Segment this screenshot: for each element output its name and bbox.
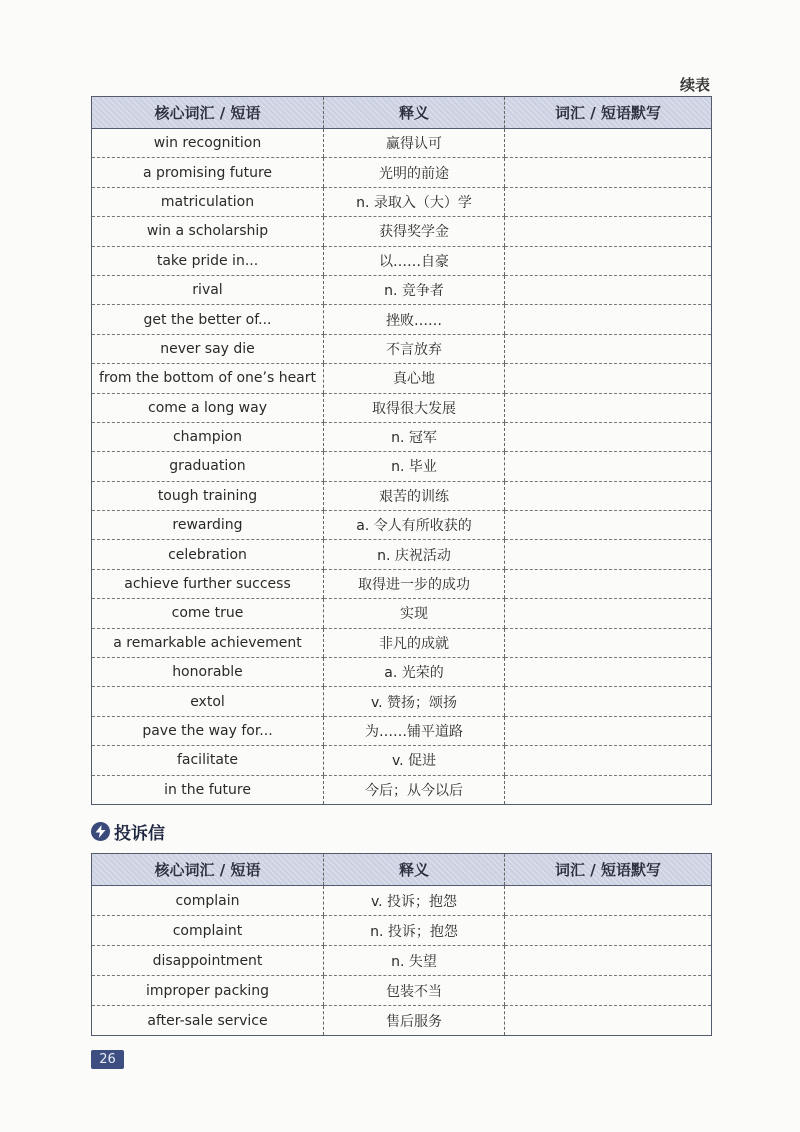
vocab-meaning: n. 庆祝活动 (324, 540, 505, 569)
vocab-meaning: 今后；从今以后 (324, 775, 505, 804)
dictation-blank[interactable] (505, 658, 712, 687)
vocab-term: matriculation (92, 187, 324, 216)
vocab-term: a remarkable achievement (92, 628, 324, 657)
dictation-blank[interactable] (505, 158, 712, 187)
table-row (92, 364, 712, 393)
vocab-term: in the future (164, 781, 251, 798)
vocab-meaning: v. 促进 (324, 746, 505, 775)
table-row (92, 217, 712, 246)
table-row (92, 746, 712, 775)
vocab-term: after-sale service (147, 1012, 268, 1029)
vocab-term: achieve further success (92, 569, 324, 598)
vocab-meaning: 不言放弃 (324, 334, 505, 363)
dictation-blank[interactable] (505, 716, 712, 745)
dictation-blank[interactable] (505, 886, 712, 916)
vocab-meaning: 艰苦的训练 (324, 481, 505, 510)
table-row (92, 916, 712, 946)
dictation-blank[interactable] (505, 305, 712, 334)
vocab-term: come true (92, 599, 324, 628)
vocab-term: rival (92, 275, 324, 304)
header-core-vocab: 核心词汇 / 短语 (92, 854, 324, 886)
vocab-meaning: n. 冠军 (324, 422, 505, 451)
dictation-blank[interactable] (505, 217, 712, 246)
dictation-blank[interactable] (505, 916, 712, 946)
dictation-blank[interactable] (505, 246, 712, 275)
header-meaning: 释义 (324, 854, 505, 886)
vocab-meaning: 挫败…… (324, 305, 505, 334)
dictation-blank[interactable] (505, 540, 712, 569)
dictation-blank[interactable] (505, 187, 712, 216)
table-row (92, 976, 712, 1006)
vocab-term: rewarding (92, 511, 324, 540)
table-row (92, 511, 712, 540)
vocab-meaning: n. 投诉；抱怨 (324, 916, 505, 946)
vocab-meaning: 光明的前途 (324, 158, 505, 187)
table-row (92, 187, 712, 216)
table-row (92, 246, 712, 275)
vocab-meaning: a. 光荣的 (324, 658, 505, 687)
dictation-blank[interactable] (505, 687, 712, 716)
vocab-term: disappointment (92, 946, 324, 976)
dictation-blank[interactable] (505, 946, 712, 976)
table-row (92, 599, 712, 628)
table-row (92, 775, 712, 804)
table-row (92, 129, 712, 158)
table-header-row (92, 97, 712, 129)
vocab-meaning: 以……自豪 (324, 246, 505, 275)
vocab-term: pave the way for... (92, 716, 324, 745)
table-header-row (92, 854, 712, 886)
header-core-vocab: 核心词汇 / 短语 (92, 97, 324, 129)
table-row (92, 687, 712, 716)
vocab-term: complaint (92, 916, 324, 946)
table-row (92, 540, 712, 569)
table-row (92, 422, 712, 451)
vocab-meaning: 实现 (324, 599, 505, 628)
vocab-meaning: n. 毕业 (324, 452, 505, 481)
vocab-term: come a long way (92, 393, 324, 422)
dictation-blank[interactable] (505, 775, 712, 804)
vocab-meaning: v. 投诉；抱怨 (324, 886, 505, 916)
table-row (92, 305, 712, 334)
dictation-blank[interactable] (505, 976, 712, 1006)
vocab-meaning: a. 令人有所收获的 (324, 511, 505, 540)
dictation-blank[interactable] (505, 364, 712, 393)
table-row (92, 275, 712, 304)
table-row (92, 946, 712, 976)
vocab-term: tough training (92, 481, 324, 510)
vocab-term: take pride in... (92, 246, 324, 275)
vocab-term: get the better of... (92, 305, 324, 334)
dictation-blank[interactable] (505, 393, 712, 422)
vocab-term: honorable (92, 658, 324, 687)
vocab-term: complain (92, 886, 324, 916)
vocab-meaning: 包装不当 (324, 976, 505, 1006)
header-dictation: 词汇 / 短语默写 (505, 854, 712, 886)
vocab-table-1 (91, 96, 712, 805)
vocab-term: never say die (92, 334, 324, 363)
page-number: 26 (91, 1050, 124, 1069)
dictation-blank[interactable] (505, 628, 712, 657)
table-row (92, 452, 712, 481)
vocab-meaning: 取得进一步的成功 (324, 569, 505, 598)
lightning-bolt-icon (91, 822, 110, 841)
dictation-blank[interactable] (505, 569, 712, 598)
table-row (92, 658, 712, 687)
vocab-term: facilitate (92, 746, 324, 775)
dictation-blank[interactable] (505, 599, 712, 628)
vocab-meaning: 非凡的成就 (324, 628, 505, 657)
table-row (92, 886, 712, 916)
table-row (92, 334, 712, 363)
vocab-term: a promising future (92, 158, 324, 187)
vocab-term: win a scholarship (92, 217, 324, 246)
table-row (92, 716, 712, 745)
table-row (92, 569, 712, 598)
vocab-term: extol (92, 687, 324, 716)
vocab-meaning: n. 竞争者 (324, 275, 505, 304)
header-dictation: 词汇 / 短语默写 (505, 97, 712, 129)
table-row (92, 158, 712, 187)
dictation-blank[interactable] (505, 452, 712, 481)
vocab-meaning: v. 赞扬；颂扬 (324, 687, 505, 716)
vocab-term: improper packing (92, 976, 324, 1006)
vocab-table-2 (91, 853, 712, 1036)
vocab-meaning: 为……铺平道路 (324, 716, 505, 745)
dictation-blank[interactable] (505, 129, 712, 158)
vocab-term: graduation (92, 452, 324, 481)
header-meaning: 释义 (324, 97, 505, 129)
vocab-term: from the bottom of one’s heart (92, 364, 324, 393)
dictation-blank[interactable] (505, 511, 712, 540)
dictation-blank[interactable] (505, 481, 712, 510)
continued-label: 续表 (680, 76, 711, 94)
vocab-meaning: 取得很大发展 (324, 393, 505, 422)
vocab-meaning: n. 录取入（大）学 (324, 187, 505, 216)
dictation-blank[interactable] (505, 422, 712, 451)
table-row (92, 393, 712, 422)
dictation-blank[interactable] (505, 1006, 712, 1036)
table-row (92, 628, 712, 657)
table-row (92, 1006, 712, 1036)
vocab-meaning: n. 失望 (324, 946, 505, 976)
vocab-meaning: 获得奖学金 (324, 217, 505, 246)
vocab-meaning: 赢得认可 (324, 129, 505, 158)
vocab-meaning: 真心地 (324, 364, 505, 393)
vocab-term: win recognition (92, 129, 324, 158)
vocab-meaning: 售后服务 (324, 1006, 505, 1036)
dictation-blank[interactable] (505, 746, 712, 775)
table-row (92, 481, 712, 510)
vocab-term: champion (92, 422, 324, 451)
section-title: 投诉信 (114, 824, 165, 844)
section-heading (91, 819, 165, 844)
dictation-blank[interactable] (505, 275, 712, 304)
vocab-term: celebration (92, 540, 324, 569)
dictation-blank[interactable] (505, 334, 712, 363)
